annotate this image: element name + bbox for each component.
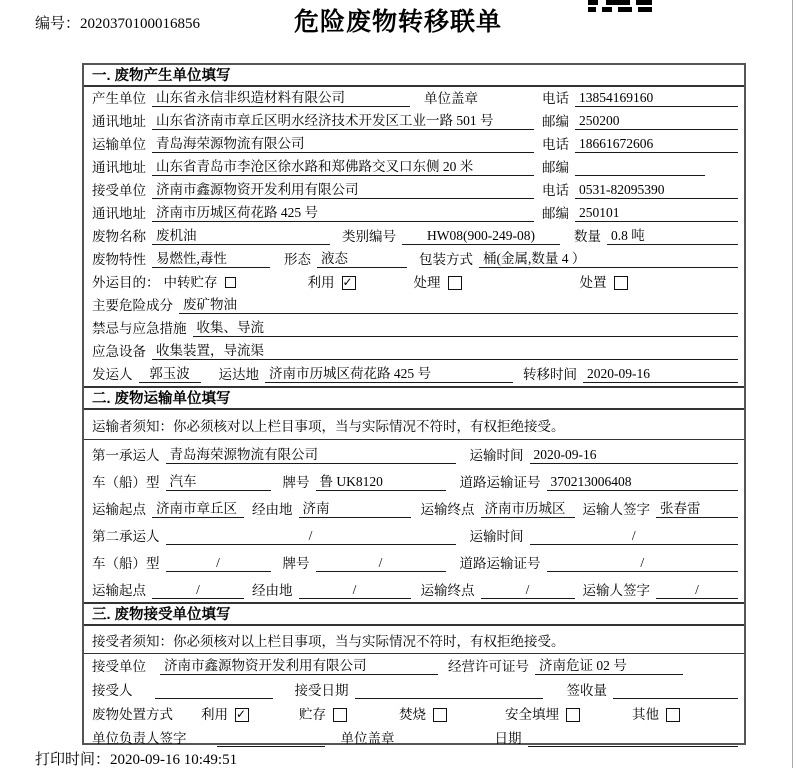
page-edge-line bbox=[792, 0, 793, 768]
transporter-notice: 运输者须知：你必须核对以上栏目事项，当与实际情况不符时，有权拒绝接受。 bbox=[84, 410, 744, 440]
receiver-address-value: 济南市历城区荷花路 425 号 bbox=[152, 205, 534, 222]
dispatch-row bbox=[84, 363, 744, 386]
page-title: 危险废物转移联单 bbox=[293, 8, 502, 36]
disposal-use-checkbox bbox=[235, 708, 249, 722]
waste-form-value: 液态 bbox=[317, 251, 407, 268]
route1-via-value: 济南 bbox=[299, 501, 411, 518]
disposal-option-other-label: 其他 bbox=[632, 706, 659, 722]
waste-code-value: HW08(900-249-08) bbox=[402, 228, 560, 245]
receiver-notice: 接受者须知：你必须核对以上栏目事项，当与实际情况不符时，有权拒绝接受。 bbox=[84, 626, 744, 654]
accept-person-row bbox=[84, 678, 744, 702]
accept-person-label: 接受人 bbox=[92, 682, 133, 698]
receiver-address-row bbox=[84, 202, 744, 225]
vehicle1-type-value: 汽车 bbox=[166, 474, 271, 491]
route1-via-label: 经由地 bbox=[252, 501, 293, 517]
receiver-row bbox=[84, 179, 744, 202]
receiver-zip-label: 邮编 bbox=[542, 205, 569, 221]
receipt-qty-value bbox=[613, 684, 738, 699]
purpose-option-treat-label: 处理 bbox=[413, 274, 441, 290]
emergency-equipment-row bbox=[84, 340, 744, 363]
doc-number-value: 2020370100016856 bbox=[80, 16, 201, 32]
transfer-time-value: 2020-09-16 bbox=[583, 366, 738, 383]
purpose-option-dispose-label: 处置 bbox=[579, 274, 607, 290]
accept-date-value bbox=[355, 684, 543, 699]
qr-code-fragment bbox=[588, 0, 652, 12]
section3-header: 三. 废物接受单位填写 bbox=[84, 602, 744, 626]
waste-pack-label: 包装方式 bbox=[419, 251, 473, 267]
disposal-method-label: 废物处置方式 bbox=[92, 706, 173, 722]
receipt-qty-label: 签收量 bbox=[566, 682, 607, 698]
carrier2-value: / bbox=[166, 528, 456, 545]
receiver-address-label: 通讯地址 bbox=[92, 205, 146, 221]
print-time-value: 2020-09-16 10:49:51 bbox=[110, 752, 238, 768]
producer-zip-label: 邮编 bbox=[542, 113, 569, 129]
emergency-equipment-value: 收集装置，导流渠 bbox=[152, 343, 738, 360]
transporter-zip-value bbox=[575, 161, 705, 176]
carrier2-time-label: 运输时间 bbox=[469, 528, 524, 544]
disposal-method-row bbox=[84, 702, 744, 726]
route2-sign-value: / bbox=[656, 582, 738, 599]
producer-phone-value: 13854169160 bbox=[575, 90, 738, 107]
permit-label: 经营许可证号 bbox=[448, 658, 529, 674]
route2-via-label: 经由地 bbox=[252, 582, 293, 598]
accept-date-label: 接受日期 bbox=[294, 682, 349, 698]
date-value bbox=[528, 732, 739, 747]
waste-code-label: 类别编号 bbox=[342, 228, 396, 244]
vehicle1-license-label: 道路运输证号 bbox=[459, 474, 541, 490]
receiver-phone-value: 0531-82095390 bbox=[575, 182, 738, 199]
route2-sign-label: 运输人签字 bbox=[582, 582, 650, 598]
disposal-landfill-checkbox bbox=[566, 708, 580, 722]
transporter-address-row bbox=[84, 156, 744, 179]
responsible-sign-label: 单位负责人签字 bbox=[92, 730, 187, 746]
receiver-value: 济南市鑫源物资开发利用有限公司 bbox=[152, 182, 534, 199]
section1-header: 一. 废物产生单位填写 bbox=[84, 65, 744, 87]
vehicle2-plate-value: / bbox=[316, 555, 446, 572]
manifest-form bbox=[82, 63, 746, 745]
accept-unit-label: 接受单位 bbox=[92, 658, 146, 674]
vehicle2-license-label: 道路运输证号 bbox=[459, 555, 541, 571]
dispose-checkbox bbox=[614, 276, 628, 290]
producer-label: 产生单位 bbox=[92, 90, 146, 106]
vehicle1-type-label: 车（船）型 bbox=[92, 474, 160, 490]
hazard-label: 主要危险成分 bbox=[92, 297, 173, 313]
purpose-option-use-label: 利用 bbox=[307, 274, 335, 290]
transporter-label: 运输单位 bbox=[92, 136, 146, 152]
disposal-option-burn-label: 焚烧 bbox=[399, 706, 426, 722]
vehicle1-row bbox=[84, 467, 744, 494]
receiver-zip-value: 250101 bbox=[575, 205, 738, 222]
transporter-address-label: 通讯地址 bbox=[92, 159, 146, 175]
route1-start-value: 济南市章丘区 bbox=[152, 501, 244, 518]
emergency-measures-value: 收集、导流 bbox=[193, 320, 739, 337]
waste-props-row bbox=[84, 248, 744, 271]
producer-phone-label: 电话 bbox=[542, 90, 569, 106]
transporter-address-value: 山东省青岛市李沧区徐水路和郑佛路交叉口东侧 20 米 bbox=[152, 159, 534, 176]
carrier2-label: 第二承运人 bbox=[92, 528, 160, 544]
vehicle2-row bbox=[84, 548, 744, 575]
transporter-value: 青岛海荣源物流有限公司 bbox=[152, 136, 534, 153]
waste-name-row bbox=[84, 225, 744, 248]
producer-address-value: 山东省济南市章丘区明水经济技术开发区工业一路 501 号 bbox=[152, 113, 534, 130]
emergency-measures-label: 禁忌与应急措施 bbox=[92, 320, 187, 336]
carrier1-row bbox=[84, 440, 744, 467]
purpose-option-use bbox=[308, 275, 356, 291]
disposal-option-other bbox=[632, 707, 680, 723]
carrier1-label: 第一承运人 bbox=[92, 447, 160, 463]
unit-seal-label: 单位盖章 bbox=[340, 730, 395, 746]
date-label: 日期 bbox=[494, 730, 522, 746]
purpose-option-transfer bbox=[164, 275, 236, 291]
waste-pack-value: 桶(金属,数量 4 ） bbox=[479, 251, 738, 268]
transporter-zip-label: 邮编 bbox=[542, 159, 569, 175]
vehicle1-plate-value: 鲁 UK8120 bbox=[316, 474, 446, 491]
use-checkbox bbox=[342, 276, 356, 290]
purpose-option-treat bbox=[414, 275, 462, 291]
vehicle1-plate-label: 牌号 bbox=[282, 474, 310, 490]
route1-end-label: 运输终点 bbox=[420, 501, 475, 517]
hazard-row bbox=[84, 294, 744, 317]
carrier1-time-value: 2020-09-16 bbox=[530, 447, 739, 464]
producer-zip-value: 250200 bbox=[575, 113, 738, 130]
purpose-option-transfer-label: 中转贮存 bbox=[163, 274, 218, 290]
transporter-row bbox=[84, 133, 744, 156]
vehicle2-plate-label: 牌号 bbox=[282, 555, 310, 571]
accept-person-value bbox=[155, 684, 273, 699]
purpose-label: 外运目的： bbox=[92, 274, 160, 290]
route1-sign-label: 运输人签字 bbox=[582, 501, 650, 517]
producer-address-label: 通讯地址 bbox=[92, 113, 146, 129]
producer-value: 山东省永信非织造材料有限公司 bbox=[152, 90, 410, 107]
route2-via-value: / bbox=[299, 582, 411, 599]
responsible-sign-value bbox=[217, 732, 325, 747]
print-time-label: 打印时间： bbox=[35, 752, 111, 768]
disposal-option-store-label: 贮存 bbox=[299, 706, 326, 722]
emergency-equipment-label: 应急设备 bbox=[92, 343, 146, 359]
destination-label: 运达地 bbox=[218, 366, 259, 382]
waste-qty-label: 数量 bbox=[574, 228, 601, 244]
hazard-value: 废矿物油 bbox=[179, 297, 738, 314]
route1-end-value: 济南市历城区 bbox=[481, 501, 575, 518]
disposal-store-checkbox bbox=[333, 708, 347, 722]
receiver-label: 接受单位 bbox=[92, 182, 146, 198]
doc-number-label: 编号： bbox=[35, 16, 81, 32]
emergency-measures-row bbox=[84, 317, 744, 340]
disposal-option-use-label: 利用 bbox=[201, 706, 228, 722]
purpose-option-dispose bbox=[580, 275, 628, 291]
carrier2-row bbox=[84, 521, 744, 548]
print-time bbox=[35, 748, 237, 769]
transporter-phone-value: 18661672606 bbox=[575, 136, 738, 153]
waste-props-value: 易燃性,毒性 bbox=[152, 251, 270, 268]
destination-value: 济南市历城区荷花路 425 号 bbox=[265, 366, 513, 383]
permit-value: 济南危证 02 号 bbox=[535, 658, 683, 675]
treat-checkbox bbox=[448, 276, 462, 290]
accept-unit-row bbox=[84, 654, 744, 678]
route2-end-value: / bbox=[481, 582, 575, 599]
route1-row bbox=[84, 494, 744, 521]
producer-row bbox=[84, 87, 744, 110]
disposal-option-burn bbox=[399, 707, 447, 723]
waste-qty-value: 0.8 吨 bbox=[607, 228, 738, 245]
route1-sign-value: 张春雷 bbox=[656, 501, 738, 518]
producer-address-row bbox=[84, 110, 744, 133]
route1-start-label: 运输起点 bbox=[92, 501, 146, 517]
accept-unit-value: 济南市鑫源物资开发利用有限公司 bbox=[160, 658, 438, 675]
producer-seal-label: 单位盖章 bbox=[424, 90, 478, 106]
waste-props-label: 废物特性 bbox=[92, 251, 146, 267]
vehicle2-license-value: / bbox=[547, 555, 739, 572]
carrier1-value: 青岛海荣源物流有限公司 bbox=[166, 447, 456, 464]
carrier2-time-value: / bbox=[530, 528, 739, 545]
transporter-phone-label: 电话 bbox=[542, 136, 569, 152]
route2-row bbox=[84, 575, 744, 602]
disposal-burn-checkbox bbox=[433, 708, 447, 722]
waste-form-label: 形态 bbox=[284, 251, 311, 267]
route2-start-label: 运输起点 bbox=[92, 582, 146, 598]
waste-name-value: 废机油 bbox=[152, 228, 330, 245]
disposal-other-checkbox bbox=[666, 708, 680, 722]
dispatcher-label: 发运人 bbox=[92, 366, 133, 382]
disposal-option-use bbox=[201, 707, 249, 723]
receiver-phone-label: 电话 bbox=[542, 182, 569, 198]
disposal-option-landfill bbox=[505, 707, 580, 723]
disposal-option-store bbox=[299, 707, 347, 723]
transfer-time-label: 转移时间 bbox=[523, 366, 577, 382]
waste-name-label: 废物名称 bbox=[92, 228, 146, 244]
disposal-option-landfill-label: 安全填埋 bbox=[505, 706, 559, 722]
vehicle2-type-value: / bbox=[166, 555, 271, 572]
route2-end-label: 运输终点 bbox=[420, 582, 475, 598]
dispatcher-value: 郭玉波 bbox=[139, 366, 201, 383]
vehicle2-type-label: 车（船）型 bbox=[92, 555, 160, 571]
transfer-storage-checkbox bbox=[225, 277, 236, 288]
carrier1-time-label: 运输时间 bbox=[469, 447, 524, 463]
section2-header: 二. 废物运输单位填写 bbox=[84, 386, 744, 410]
responsible-sign-row bbox=[84, 726, 744, 750]
route2-start-value: / bbox=[152, 582, 244, 599]
purpose-row bbox=[84, 271, 744, 294]
vehicle1-license-value: 370213006408 bbox=[547, 474, 739, 491]
